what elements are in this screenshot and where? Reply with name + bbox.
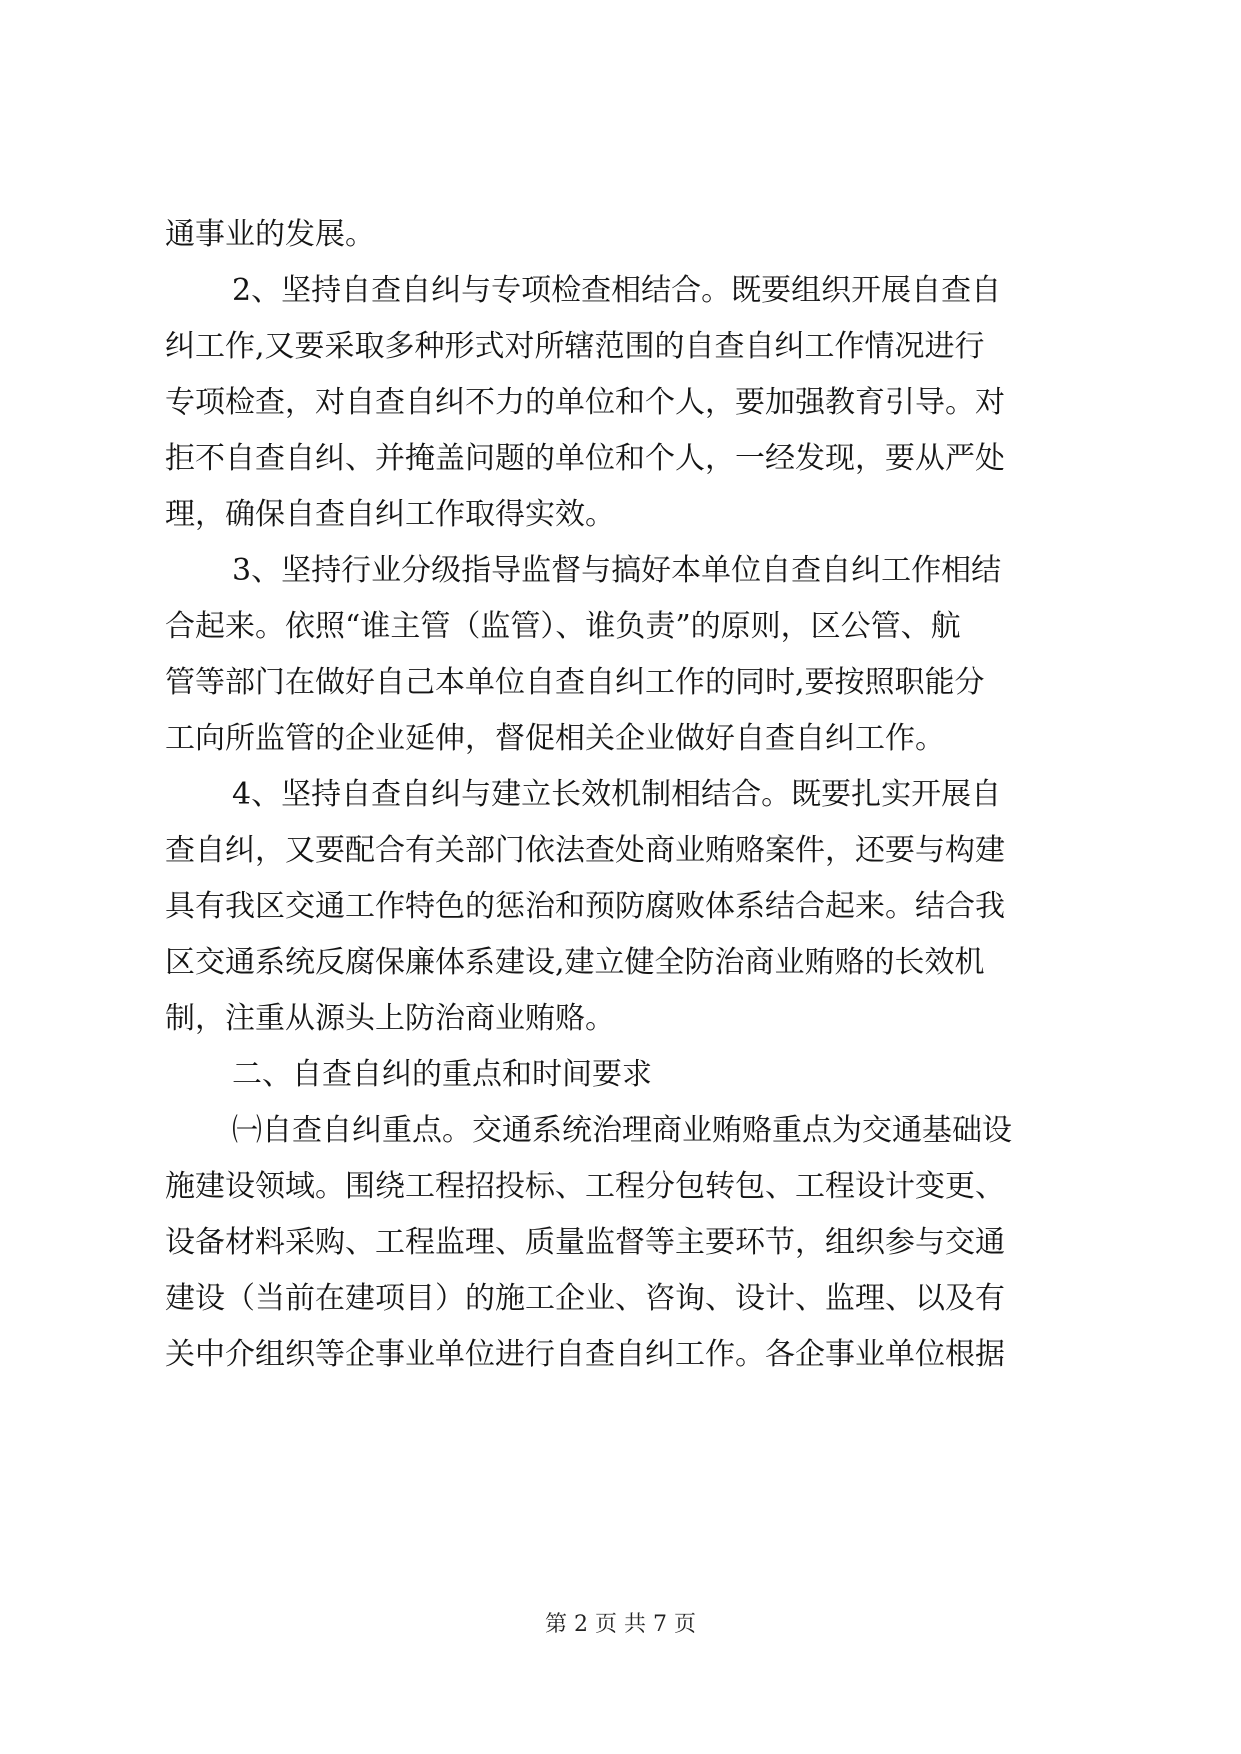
text-line: 拒不自查自纠、并掩盖问题的单位和个人，一经发现，要从严处	[165, 441, 1005, 476]
text-line: ㈠自查自纠重点。交通系统治理商业贿赂重点为交通基础设	[232, 1113, 1012, 1148]
text-line: 具有我区交通工作特色的惩治和预防腐败体系结合起来。结合我	[165, 889, 1005, 924]
text-line: 合起来。依照“谁主管（监管）、谁负责”的原则，区公管、航	[165, 609, 961, 644]
text-line: 2、坚持自查自纠与专项检查相结合。既要组织开展自查自	[232, 273, 1002, 308]
text-line: 设备材料采购、工程监理、质量监督等主要环节，组织参与交通	[165, 1225, 1005, 1260]
text-line: 制，注重从源头上防治商业贿赂。	[165, 1001, 615, 1036]
text-line: 区交通系统反腐保廉体系建设,建立健全防治商业贿赂的长效机	[165, 945, 985, 980]
text-line: 4、坚持自查自纠与建立长效机制相结合。既要扎实开展自	[232, 777, 1002, 812]
text-line: 关中介组织等企事业单位进行自查自纠工作。各企事业单位根据	[165, 1337, 1005, 1372]
page-number-footer: 第 2 页 共 7 页	[545, 1612, 696, 1637]
section-heading: 二、自查自纠的重点和时间要求	[232, 1057, 652, 1092]
text-line: 查自纠，又要配合有关部门依法查处商业贿赂案件，还要与构建	[165, 833, 1005, 868]
text-line: 理，确保自查自纠工作取得实效。	[165, 497, 615, 532]
text-line: 施建设领域。围绕工程招投标、工程分包转包、工程设计变更、	[165, 1169, 1005, 1204]
text-line: 管等部门在做好自己本单位自查自纠工作的同时,要按照职能分	[165, 665, 985, 700]
text-line: 通事业的发展。	[165, 217, 375, 252]
text-line: 工向所监管的企业延伸，督促相关企业做好自查自纠工作。	[165, 721, 945, 756]
text-line: 纠工作,又要采取多种形式对所辖范围的自查自纠工作情况进行	[165, 329, 985, 364]
text-line: 专项检查，对自查自纠不力的单位和个人，要加强教育引导。对	[165, 385, 1005, 420]
text-line: 建设（当前在建项目）的施工企业、咨询、设计、监理、以及有	[165, 1281, 1005, 1316]
text-line: 3、坚持行业分级指导监督与搞好本单位自查自纠工作相结	[232, 553, 1002, 588]
